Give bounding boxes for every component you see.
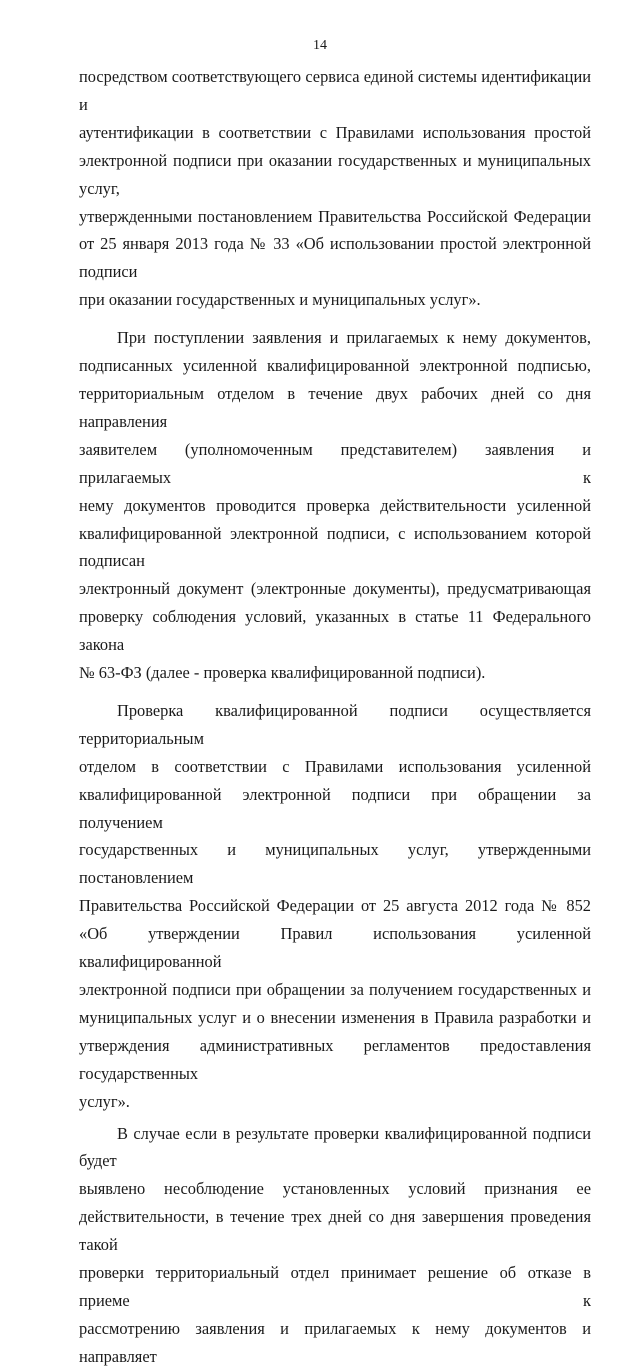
text-line: от 25 января 2013 года № 33 «Об использовании простой электронной подписи — [79, 234, 591, 282]
text-line: утверждения административных регламентов предоставления государственных — [79, 1035, 591, 1083]
text-line: государственных и муниципальных услуг, утвержденными постановлением — [79, 840, 591, 888]
text-line: При поступлении заявления и прилагаемых к нему документов, — [117, 328, 591, 348]
text-line: при оказании государственных и муниципальных услуг». — [79, 290, 481, 310]
text-line: «Об утверждении Правил использования усиленной квалифицированной — [79, 924, 591, 972]
text-line: проверку соблюдения условий, указанных в статье 11 Федерального закона — [79, 607, 591, 655]
text-line: муниципальных услуг и о внесении изменения в Правила разработки и — [79, 1007, 591, 1027]
paragraph-4 — [79, 1120, 591, 1371]
text-line: электронный документ (электронные документы), предусматривающая — [79, 579, 591, 599]
text-line: В случае если в результате проверки квалифицированной подписи будет — [79, 1123, 591, 1171]
document-body — [79, 63, 591, 1371]
paragraph-1 — [79, 63, 591, 314]
text-line: подписанных усиленной квалифицированной электронной подписью, — [79, 356, 591, 376]
paragraph-2 — [79, 324, 591, 687]
paragraph-3 — [79, 697, 591, 1116]
text-line: утвержденными постановлением Правительства Российской Федерации — [79, 206, 591, 226]
text-line: Правительства Российской Федерации от 25 августа 2012 года № 852 — [79, 896, 591, 916]
page-number: 14 — [313, 38, 327, 53]
text-line: выявлено несоблюдение установленных условий признания ее — [79, 1179, 591, 1199]
text-line: квалифицированной электронной подписи, с использованием которой подписан — [79, 523, 591, 571]
text-line: проверки территориальный отдел принимает решение об отказе в приеме к — [79, 1263, 591, 1310]
text-line: действительности, в течение трех дней со дня завершения проведения такой — [79, 1207, 591, 1255]
text-line: рассмотрению заявления и прилагаемых к нему документов и направляет — [79, 1318, 591, 1366]
text-line: нему документов проводится проверка действительности усиленной — [79, 495, 591, 515]
text-line: аутентификации в соответствии с Правилами использования простой — [79, 122, 591, 142]
text-line: посредством соответствующего сервиса единой системы идентификации и — [79, 67, 591, 114]
text-line: электронной подписи при оказании государственных и муниципальных услуг, — [79, 150, 591, 198]
text-line: территориальным отделом в течение двух рабочих дней со дня направления — [79, 383, 591, 431]
text-line: услуг». — [79, 1091, 130, 1111]
text-line: № 63-ФЗ (далее - проверка квалифицированной подписи). — [79, 663, 486, 683]
text-line: отделом в соответствии с Правилами использования усиленной — [79, 756, 591, 776]
text-line: заявителем (уполномоченным представителем) заявления и прилагаемых к — [79, 439, 591, 487]
text-line: Проверка квалифицированной подписи осуществляется территориальным — [79, 700, 591, 748]
text-line: квалифицированной электронной подписи при обращении за получением — [79, 784, 591, 832]
text-line: электронной подписи при обращении за получением государственных и — [79, 980, 591, 999]
